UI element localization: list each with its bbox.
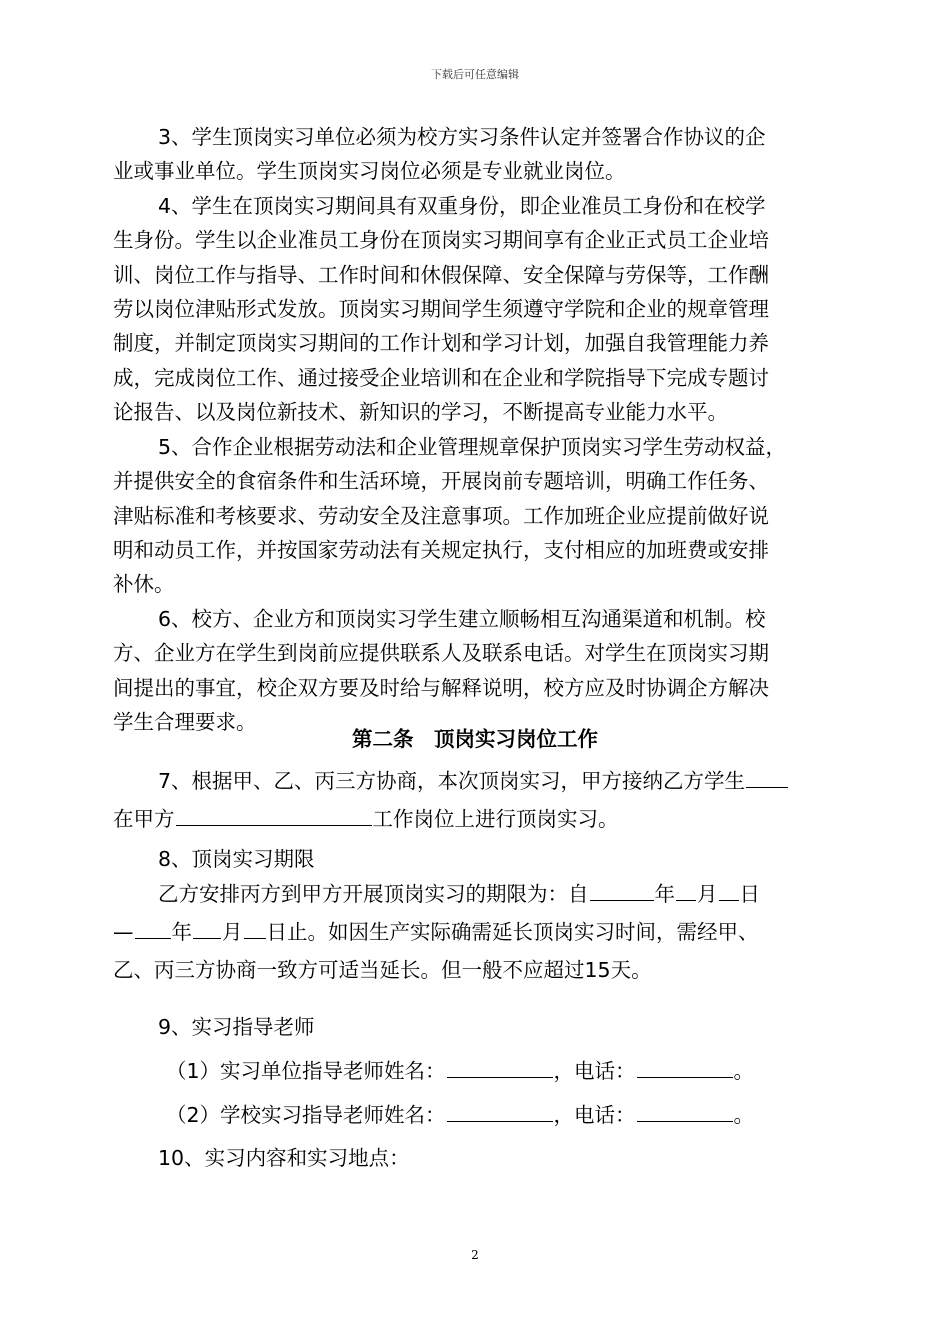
line-text: （2）学校实习指导老师姓名： — [166, 1103, 446, 1127]
paragraph-line — [158, 878, 760, 908]
start-day-blank[interactable] — [719, 878, 739, 901]
line-text: 在甲方 — [113, 807, 175, 831]
paragraph-line — [166, 1055, 754, 1085]
paragraph-line: 成，完成岗位工作、通过接受企业培训和在企业和学院指导下完成专题讨 — [113, 366, 769, 390]
paragraph-line: 10、实习内容和实习地点： — [158, 1146, 410, 1170]
line-text: ，电话： — [553, 1059, 636, 1083]
paragraph-line: 3、学生顶岗实习单位必须为校方实习条件认定并签署合作协议的企 — [158, 125, 766, 149]
line-text: 日止。如因生产实际确需延长顶岗实习时间，需经甲、 — [266, 920, 759, 944]
paragraph-line: 5、合作企业根据劳动法和企业管理规章保护顶岗实习学生劳动权益， — [158, 435, 787, 459]
line-text: ，电话： — [553, 1103, 636, 1127]
line-text: （1）实习单位指导老师姓名： — [166, 1059, 446, 1083]
paragraph-line: 8、顶岗实习期限 — [158, 847, 315, 871]
paragraph-line: 方、企业方在学生到岗前应提供联系人及联系电话。对学生在顶岗实习期 — [113, 641, 769, 665]
start-year-blank[interactable] — [590, 878, 654, 901]
paragraph-line — [166, 1099, 754, 1129]
paragraph-line — [113, 803, 619, 833]
company-mentor-phone-blank[interactable] — [637, 1055, 733, 1078]
page-header: 下载后可任意编辑 — [431, 68, 519, 81]
line-text: 乙方安排丙方到甲方开展顶岗实习的期限为：自 — [158, 882, 589, 906]
paragraph-line: 学生合理要求。 — [113, 710, 257, 734]
paragraph-line: 并提供安全的食宿条件和生活环境，开展岗前专题培训，明确工作任务、 — [113, 469, 769, 493]
paragraph-line: 论报告、以及岗位新技术、新知识的学习，不断提高专业能力水平。 — [113, 400, 728, 424]
school-mentor-phone-blank[interactable] — [637, 1099, 733, 1122]
paragraph-line: 生身份。学生以企业准员工身份在顶岗实习期间享有企业正式员工企业培 — [113, 228, 769, 252]
paragraph-line: 劳以岗位津贴形式发放。顶岗实习期间学生须遵守学院和企业的规章管理 — [113, 297, 769, 321]
line-text: 年 — [654, 882, 675, 906]
line-text: 7、根据甲、乙、丙三方协商，本次顶岗实习，甲方接纳乙方学生 — [158, 769, 746, 793]
company-mentor-name-blank[interactable] — [447, 1055, 553, 1078]
start-month-blank[interactable] — [676, 878, 696, 901]
end-month-blank[interactable] — [193, 916, 221, 939]
line-text: — — [113, 920, 134, 944]
line-text: 月 — [697, 882, 718, 906]
line-text: 。 — [733, 1059, 755, 1083]
student-name-blank[interactable] — [746, 765, 788, 788]
paragraph-line: 明和动员工作，并按国家劳动法有关规定执行，支付相应的加班费或安排 — [113, 538, 769, 562]
page-number: 2 — [471, 1248, 479, 1262]
section-title: 第二条 顶岗实习岗位工作 — [352, 727, 598, 751]
paragraph-line — [158, 765, 789, 795]
line-text: 工作岗位上进行顶岗实习。 — [372, 807, 619, 831]
line-text: 日 — [739, 882, 760, 906]
end-day-blank[interactable] — [244, 916, 266, 939]
paragraph-line: 津贴标准和考核要求、劳动安全及注意事项。工作加班企业应提前做好说 — [113, 504, 769, 528]
paragraph-line: 乙、丙三方协商一致方可适当延长。但一般不应超过15天。 — [113, 958, 652, 982]
end-year-blank[interactable] — [135, 916, 171, 939]
line-text: 。 — [733, 1103, 755, 1127]
paragraph-line — [113, 916, 759, 946]
paragraph-line: 9、实习指导老师 — [158, 1015, 315, 1039]
paragraph-line: 训、岗位工作与指导、工作时间和休假保障、安全保障与劳保等，工作酬 — [113, 263, 769, 287]
school-mentor-name-blank[interactable] — [447, 1099, 553, 1122]
position-blank[interactable] — [176, 803, 372, 826]
line-text: 年 — [171, 920, 192, 944]
paragraph-line: 补休。 — [113, 572, 175, 596]
paragraph-line: 间提出的事宜，校企双方要及时给与解释说明，校方应及时协调企方解决 — [113, 676, 769, 700]
paragraph-line: 6、校方、企业方和顶岗实习学生建立顺畅相互沟通渠道和机制。校 — [158, 607, 766, 631]
paragraph-line: 4、学生在顶岗实习期间具有双重身份，即企业准员工身份和在校学 — [158, 194, 766, 218]
paragraph-line: 业或事业单位。学生顶岗实习岗位必须是专业就业岗位。 — [113, 159, 626, 183]
paragraph-line: 制度，并制定顶岗实习期间的工作计划和学习计划，加强自我管理能力养 — [113, 331, 769, 355]
line-text: 月 — [222, 920, 243, 944]
